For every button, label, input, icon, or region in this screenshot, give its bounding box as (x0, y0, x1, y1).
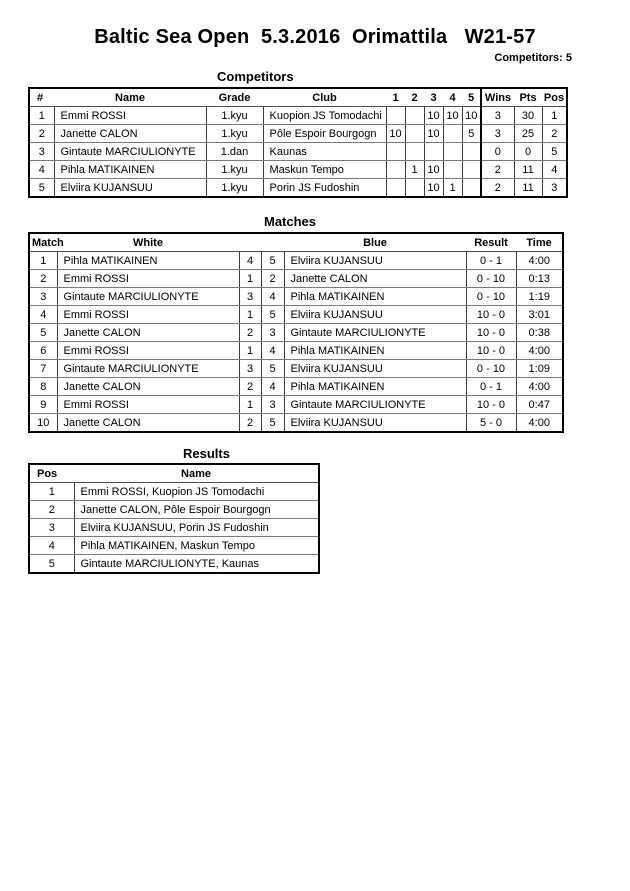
table-row (29, 270, 563, 288)
cell-time: 3:01 (516, 306, 563, 324)
cell-white-num: 1 (239, 396, 261, 414)
cell-blue-num: 4 (261, 342, 284, 360)
col-header-club: Club (263, 88, 386, 107)
cell-time: 1:19 (516, 288, 563, 306)
cell-match-num: 3 (29, 288, 57, 306)
col-header-wins: Wins (481, 88, 514, 107)
cell-white-num: 1 (239, 270, 261, 288)
cell-blue-name: Pihla MATIKAINEN (284, 378, 466, 396)
matches-section-heading: Matches (264, 214, 317, 229)
cell-score-4 (443, 143, 462, 161)
results-table (28, 463, 320, 574)
cell-club: Maskun Tempo (263, 161, 386, 179)
table-row (29, 143, 567, 161)
cell-pts: 11 (514, 161, 542, 179)
cell-score-3: 10 (424, 161, 443, 179)
cell-time: 4:00 (516, 252, 563, 270)
cell-time: 1:09 (516, 360, 563, 378)
cell-match-num: 8 (29, 378, 57, 396)
results-section-heading: Results (183, 446, 230, 461)
table-row (29, 414, 563, 433)
cell-score-1 (386, 179, 405, 198)
cell-name: Elviira KUJANSUU, Porin JS Fudoshin (74, 519, 319, 537)
cell-white-name: Gintaute MARCIULIONYTE (57, 288, 239, 306)
cell-match-num: 6 (29, 342, 57, 360)
cell-result: 0 - 10 (466, 288, 516, 306)
cell-white-num: 2 (239, 414, 261, 433)
cell-match-num: 5 (29, 324, 57, 342)
cell-name: Gintaute MARCIULIONYTE (54, 143, 206, 161)
col-header-match: Match (29, 233, 57, 252)
cell-result: 0 - 1 (466, 378, 516, 396)
cell-blue-num: 2 (261, 270, 284, 288)
col-header-pos: Pos (29, 464, 74, 483)
table-row (29, 519, 319, 537)
cell-white-name: Gintaute MARCIULIONYTE (57, 360, 239, 378)
cell-result: 10 - 0 (466, 324, 516, 342)
cell-name: Pihla MATIKAINEN, Maskun Tempo (74, 537, 319, 555)
cell-wins: 3 (481, 107, 514, 125)
cell-time: 0:13 (516, 270, 563, 288)
cell-white-num: 3 (239, 360, 261, 378)
table-row (29, 501, 319, 519)
cell-score-4 (443, 125, 462, 143)
cell-white-name: Janette CALON (57, 414, 239, 433)
table-row (29, 483, 319, 501)
cell-blue-name: Elviira KUJANSUU (284, 414, 466, 433)
table-row (29, 252, 563, 270)
competitors-section-heading: Competitors (217, 69, 294, 84)
col-header-result: Result (466, 233, 516, 252)
table-row (29, 555, 319, 574)
col-header-opp2: 2 (405, 88, 424, 107)
cell-score-3: 10 (424, 107, 443, 125)
table-row (29, 342, 563, 360)
cell-name: Emmi ROSSI, Kuopion JS Tomodachi (74, 483, 319, 501)
competitors-count: Competitors: 5 (494, 52, 572, 64)
cell-name: Elviira KUJANSUU (54, 179, 206, 198)
cell-grade: 1.kyu (206, 179, 263, 198)
cell-blue-num: 4 (261, 288, 284, 306)
cell-score-3: 10 (424, 179, 443, 198)
cell-score-5 (462, 161, 481, 179)
col-header-pts: Pts (514, 88, 542, 107)
col-header-opp1: 1 (386, 88, 405, 107)
cell-result: 0 - 1 (466, 252, 516, 270)
cell-wins: 2 (481, 161, 514, 179)
cell-name: Emmi ROSSI (54, 107, 206, 125)
cell-blue-num: 4 (261, 378, 284, 396)
cell-match-num: 10 (29, 414, 57, 433)
cell-grade: 1.dan (206, 143, 263, 161)
cell-blue-num: 3 (261, 396, 284, 414)
col-header-blue: Blue (284, 233, 466, 252)
table-row (29, 288, 563, 306)
col-header-name: Name (74, 464, 319, 483)
cell-num: 5 (29, 179, 54, 198)
cell-score-5: 10 (462, 107, 481, 125)
cell-pos: 2 (29, 501, 74, 519)
cell-match-num: 9 (29, 396, 57, 414)
col-header-opp4: 4 (443, 88, 462, 107)
cell-name: Janette CALON (54, 125, 206, 143)
cell-blue-name: Janette CALON (284, 270, 466, 288)
cell-score-1 (386, 107, 405, 125)
cell-white-num: 3 (239, 288, 261, 306)
cell-score-1 (386, 143, 405, 161)
cell-pos: 4 (29, 537, 74, 555)
cell-club: Porin JS Fudoshin (263, 179, 386, 198)
cell-blue-name: Gintaute MARCIULIONYTE (284, 324, 466, 342)
cell-blue-name: Elviira KUJANSUU (284, 306, 466, 324)
cell-score-2 (405, 179, 424, 198)
cell-white-name: Pihla MATIKAINEN (57, 252, 239, 270)
cell-time: 0:47 (516, 396, 563, 414)
cell-match-num: 4 (29, 306, 57, 324)
col-header-opp5: 5 (462, 88, 481, 107)
cell-time: 4:00 (516, 414, 563, 433)
cell-blue-num: 5 (261, 414, 284, 433)
cell-time: 0:38 (516, 324, 563, 342)
competitors-table (28, 87, 568, 198)
cell-name: Pihla MATIKAINEN (54, 161, 206, 179)
col-header-white-num (239, 233, 261, 252)
cell-num: 2 (29, 125, 54, 143)
cell-blue-name: Elviira KUJANSUU (284, 360, 466, 378)
cell-time: 4:00 (516, 342, 563, 360)
col-header-white: White (57, 233, 239, 252)
cell-pos: 5 (542, 143, 567, 161)
col-header-time: Time (516, 233, 563, 252)
table-row (29, 360, 563, 378)
cell-pos: 1 (29, 483, 74, 501)
col-header-name: Name (54, 88, 206, 107)
cell-blue-name: Elviira KUJANSUU (284, 252, 466, 270)
cell-result: 10 - 0 (466, 342, 516, 360)
cell-score-5: 5 (462, 125, 481, 143)
cell-white-name: Emmi ROSSI (57, 396, 239, 414)
cell-white-num: 2 (239, 324, 261, 342)
table-row (29, 378, 563, 396)
cell-pos: 2 (542, 125, 567, 143)
results-header-row (29, 464, 319, 483)
cell-pos: 4 (542, 161, 567, 179)
col-header-num: # (29, 88, 54, 107)
table-row (29, 179, 567, 198)
cell-score-2 (405, 107, 424, 125)
col-header-pos: Pos (542, 88, 567, 107)
cell-blue-name: Pihla MATIKAINEN (284, 342, 466, 360)
cell-name: Gintaute MARCIULIONYTE, Kaunas (74, 555, 319, 574)
cell-white-name: Emmi ROSSI (57, 306, 239, 324)
cell-white-name: Emmi ROSSI (57, 342, 239, 360)
cell-pos: 3 (29, 519, 74, 537)
cell-blue-num: 5 (261, 252, 284, 270)
cell-pos: 1 (542, 107, 567, 125)
cell-wins: 2 (481, 179, 514, 198)
cell-club: Kuopion JS Tomodachi (263, 107, 386, 125)
cell-name: Janette CALON, Pôle Espoir Bourgogn (74, 501, 319, 519)
table-row (29, 125, 567, 143)
page-title: Baltic Sea Open 5.3.2016 Orimattila W21-57 (94, 26, 536, 48)
cell-white-name: Janette CALON (57, 378, 239, 396)
table-row (29, 396, 563, 414)
cell-blue-num: 5 (261, 360, 284, 378)
col-header-grade: Grade (206, 88, 263, 107)
col-header-opp3: 3 (424, 88, 443, 107)
cell-white-name: Emmi ROSSI (57, 270, 239, 288)
cell-pts: 25 (514, 125, 542, 143)
cell-club: Kaunas (263, 143, 386, 161)
cell-score-2: 1 (405, 161, 424, 179)
cell-grade: 1.kyu (206, 125, 263, 143)
cell-score-2 (405, 125, 424, 143)
cell-blue-num: 5 (261, 306, 284, 324)
cell-match-num: 2 (29, 270, 57, 288)
table-row (29, 306, 563, 324)
cell-wins: 0 (481, 143, 514, 161)
cell-pos: 5 (29, 555, 74, 574)
cell-num: 3 (29, 143, 54, 161)
col-header-blue-num (261, 233, 284, 252)
cell-score-5 (462, 143, 481, 161)
cell-blue-name: Gintaute MARCIULIONYTE (284, 396, 466, 414)
cell-score-3 (424, 143, 443, 161)
cell-pos: 3 (542, 179, 567, 198)
table-row (29, 324, 563, 342)
cell-blue-name: Pihla MATIKAINEN (284, 288, 466, 306)
cell-white-num: 4 (239, 252, 261, 270)
cell-score-4: 10 (443, 107, 462, 125)
cell-time: 4:00 (516, 378, 563, 396)
matches-table (28, 232, 564, 433)
cell-result: 5 - 0 (466, 414, 516, 433)
table-row (29, 161, 567, 179)
cell-pts: 30 (514, 107, 542, 125)
cell-white-num: 2 (239, 378, 261, 396)
cell-result: 0 - 10 (466, 270, 516, 288)
cell-score-1: 10 (386, 125, 405, 143)
cell-match-num: 1 (29, 252, 57, 270)
cell-white-num: 1 (239, 306, 261, 324)
cell-result: 10 - 0 (466, 396, 516, 414)
cell-white-num: 1 (239, 342, 261, 360)
cell-pts: 11 (514, 179, 542, 198)
cell-pts: 0 (514, 143, 542, 161)
cell-grade: 1.kyu (206, 107, 263, 125)
cell-score-4: 1 (443, 179, 462, 198)
cell-result: 0 - 10 (466, 360, 516, 378)
cell-num: 1 (29, 107, 54, 125)
cell-grade: 1.kyu (206, 161, 263, 179)
cell-score-2 (405, 143, 424, 161)
cell-white-name: Janette CALON (57, 324, 239, 342)
cell-score-1 (386, 161, 405, 179)
matches-header-row (29, 233, 563, 252)
cell-score-5 (462, 179, 481, 198)
cell-score-4 (443, 161, 462, 179)
table-row (29, 537, 319, 555)
competitors-header-row (29, 88, 567, 107)
cell-wins: 3 (481, 125, 514, 143)
cell-club: Pôle Espoir Bourgogn (263, 125, 386, 143)
table-row (29, 107, 567, 125)
cell-score-3: 10 (424, 125, 443, 143)
cell-num: 4 (29, 161, 54, 179)
cell-result: 10 - 0 (466, 306, 516, 324)
cell-blue-num: 3 (261, 324, 284, 342)
cell-match-num: 7 (29, 360, 57, 378)
